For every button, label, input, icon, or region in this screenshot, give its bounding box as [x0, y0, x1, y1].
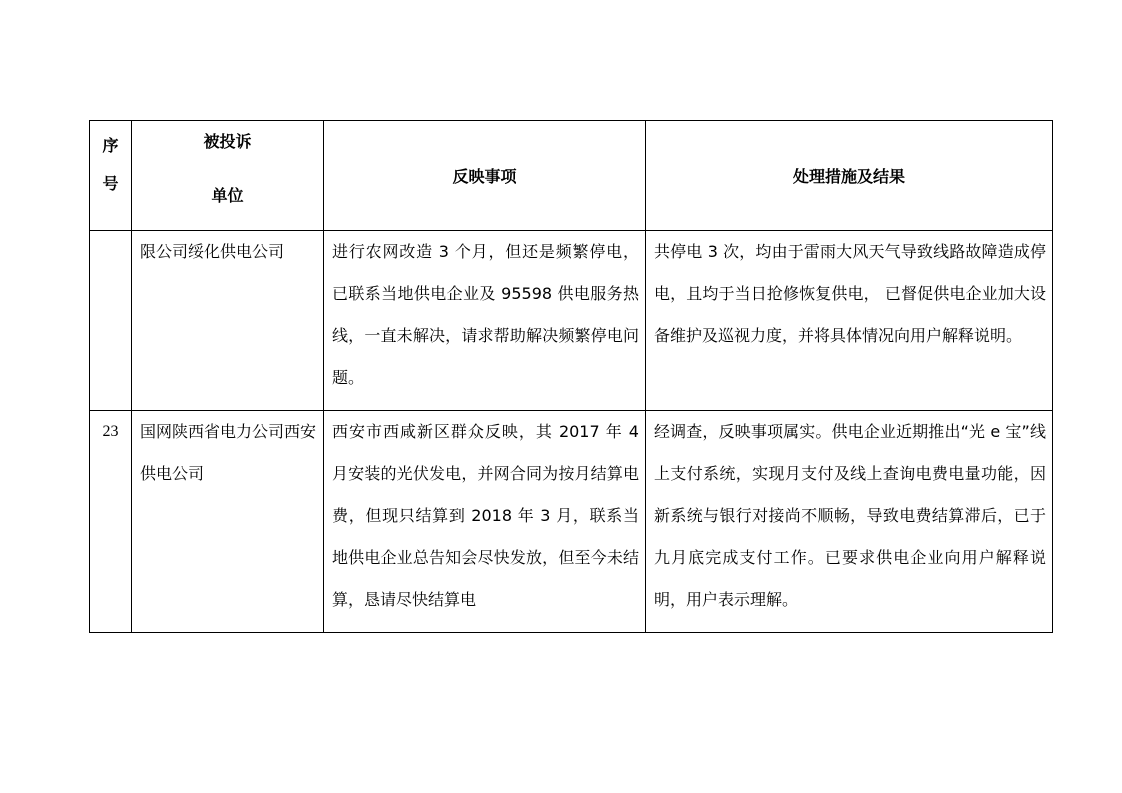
- row-issue: 进行农网改造 3 个月，但还是频繁停电，已联系当地供电企业及 95598 供电服务热线，一直未解决，请求帮助解决频繁停电问题。: [324, 231, 646, 411]
- row-unit: 国网陕西省电力公司西安供电公司: [132, 411, 324, 633]
- header-issue: 反映事项: [324, 121, 646, 231]
- header-seq: [90, 121, 132, 231]
- header-unit-line1: 被投诉: [203, 132, 252, 151]
- table-row: [90, 411, 1053, 633]
- header-unit-line2: 单位: [211, 186, 244, 205]
- header-seq-line2: 号: [102, 174, 119, 193]
- header-row: [90, 121, 1053, 231]
- header-seq-line1: 序: [102, 136, 119, 155]
- table-row: [90, 231, 1053, 411]
- row-seq: 23: [90, 411, 132, 633]
- row-seq: [90, 231, 132, 411]
- row-result: 共停电 3 次，均由于雷雨大风天气导致线路故障造成停电，且均于当日抢修恢复供电， 已督促供电企业加大设备维护及巡视力度，并将具体情况向用户解释说明。: [646, 231, 1053, 411]
- row-unit: 限公司绥化供电公司: [132, 231, 324, 411]
- row-result: 经调查，反映事项属实。供电企业近期推出“光 e 宝”线上支付系统，实现月支付及线上查询电费电量功能，因新系统与银行对接尚不顺畅，导致电费结算滞后，已于九月底完成支付工作。已要求供电企业向用户解释说明，用户表示理解。: [646, 411, 1053, 633]
- complaints-table: [89, 120, 1053, 633]
- header-unit: [132, 121, 324, 231]
- row-issue: 西安市西咸新区群众反映，其 2017 年 4 月安装的光伏发电，并网合同为按月结算电费，但现只结算到 2018 年 3 月，联系当地供电企业总告知会尽快发放，但至今未结算，恳请尽快结算电: [324, 411, 646, 633]
- header-result: 处理措施及结果: [646, 121, 1053, 231]
